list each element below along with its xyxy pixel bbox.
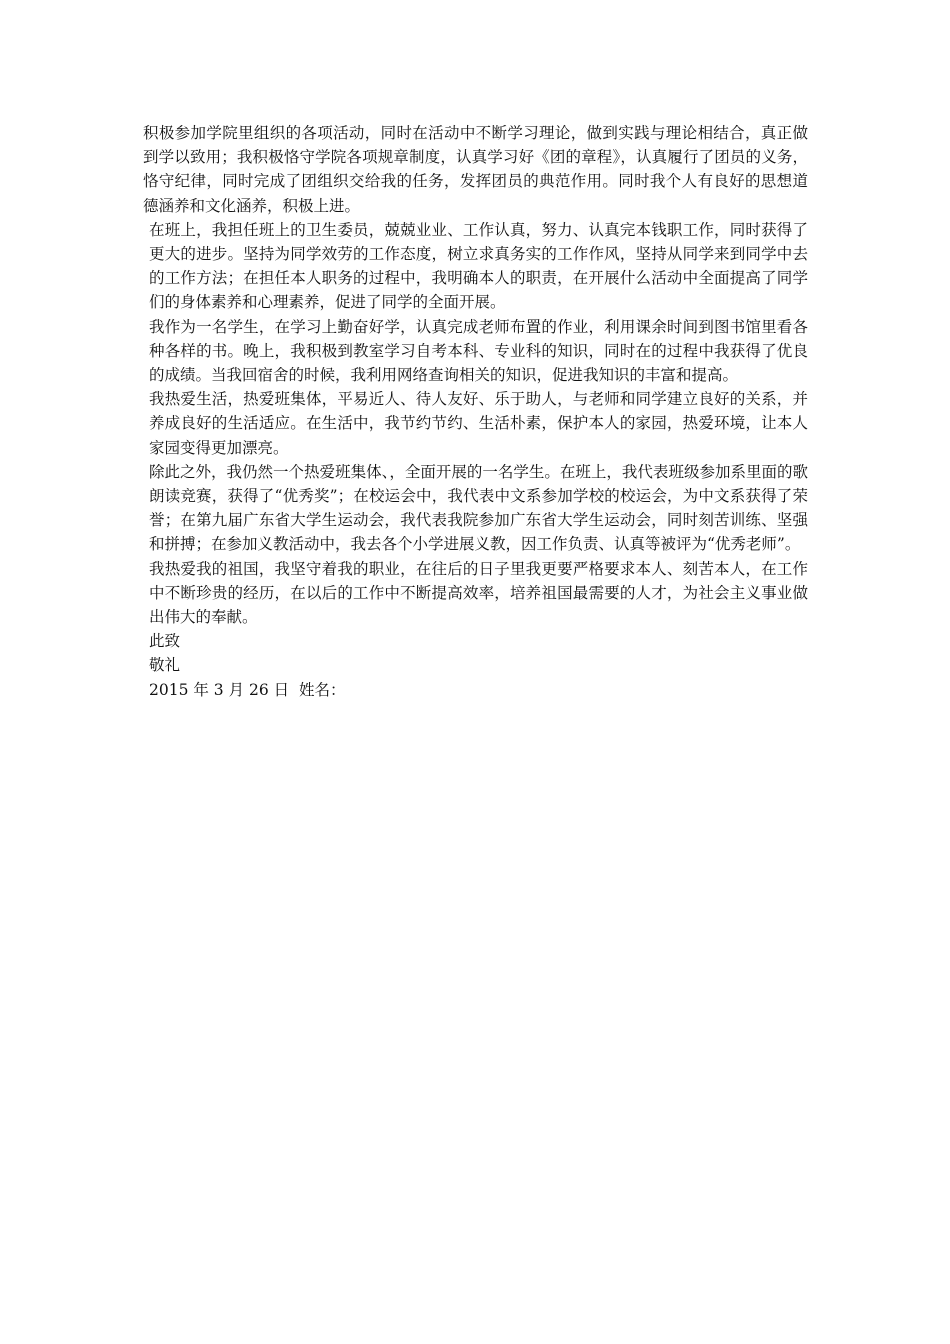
closing-salutation-2: 敬礼 — [149, 656, 181, 675]
body-paragraph-3: 我作为一名学生，在学习上勤奋好学，认真完成老师布置的作业，利用课余时间到图书馆里看各种各样的书。晚上，我积极到教室学习自考本科、专业科的知识，同时在的过程中我获得了优良的成绩。当我回宿舍的时候，我利用网络查询相关的知识，促进我知识的丰富和提高。 — [149, 317, 808, 385]
body-paragraph-1: 积极参加学院里组织的各项活动，同时在活动中不断学习理论，做到实践与理论相结合，真正做到学以致用；我积极恪守学院各项规章制度，认真学习好《团的章程》，认真履行了团员的义务，恪守纪律，同时完成了团组织交给我的任务，发挥团员的典范作用。同时我个人有良好的思想道德涵养和文化涵养，积极上进。 — [143, 124, 808, 215]
body-paragraph-4: 我热爱生活，热爱班集体，平易近人、待人友好、乐于助人，与老师和同学建立良好的关系，并养成良好的生活适应。在生活中，我节约节约、生活朴素，保护本人的家园，热爱环境，让本人家园变得更加漂亮。 — [149, 390, 808, 457]
date-signature-line: 2015 年 3 月 26 日 姓名： — [149, 680, 346, 699]
body-paragraph-6: 我热爱我的祖国，我坚守着我的职业，在往后的日子里我更要严格要求本人、刻苦本人，在工作中不断珍贵的经历，在以后的工作中不断提高效率，培养祖国最需要的人才，为社会主义事业做出伟大的奉献。 — [149, 559, 808, 627]
document-page — [143, 121, 808, 702]
body-paragraph-5: 除此之外，我仍然一个热爱班集体、，全面开展的一名学生。在班上，我代表班级参加系里面的歌朗读竞赛，获得了“优秀奖”；在校运会中，我代表中文系参加学校的校运会，为中文系获得了荣誉；在第九届广东省大学生运动会，我代表我院参加广东省大学生运动会，同时刻苦训练、坚强和拼搏；在参加义教活动中，我去各个小学进展义教，因工作负责、认真等被评为“优秀老师”。 — [149, 462, 808, 554]
body-paragraph-2: 在班上，我担任班上的卫生委员，兢兢业业、工作认真，努力、认真完本钱职工作，同时获得了更大的进步。坚持为同学效劳的工作态度，树立求真务实的工作作风，坚持从同学来到同学中去的工作方法；在担任本人职务的过程中，我明确本人的职责，在开展什么活动中全面提高了同学们的身体素养和心理素养，促进了同学的全面开展。 — [149, 220, 808, 312]
closing-salutation-1: 此致 — [149, 632, 181, 651]
